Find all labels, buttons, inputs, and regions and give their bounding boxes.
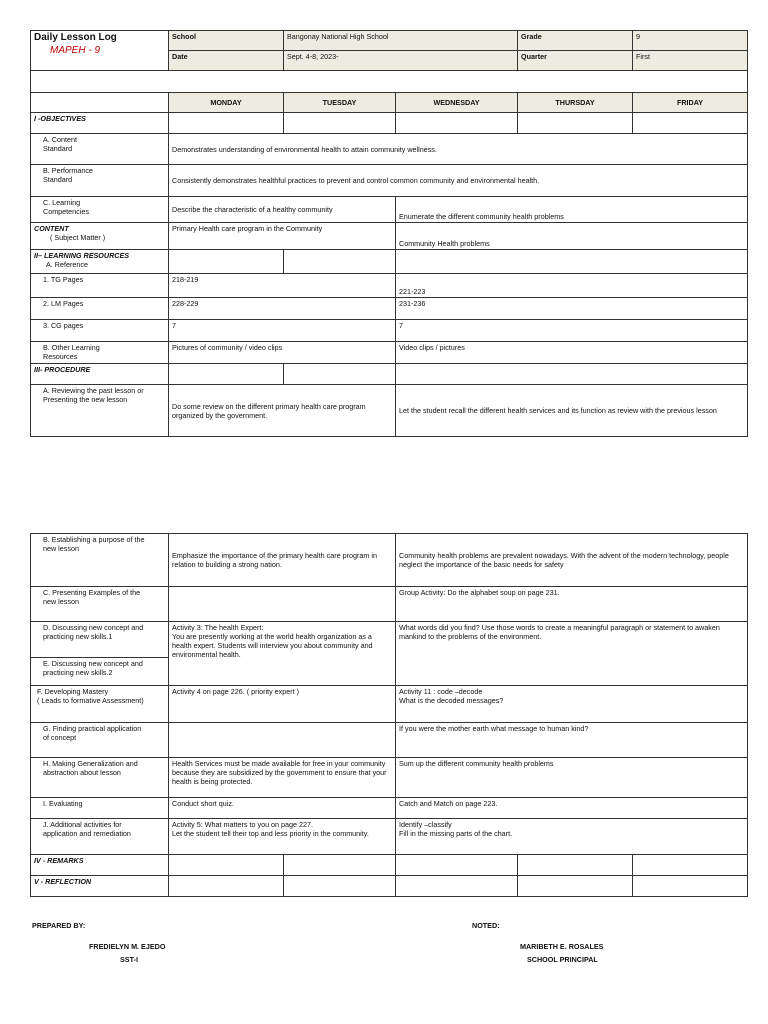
content-heading: CONTENT bbox=[34, 224, 69, 233]
evaluating-wednesday: Catch and Match on page 223. bbox=[396, 798, 748, 819]
date-label: Date bbox=[169, 51, 284, 71]
generalization-monday: Health Services must be made available for free in your community because they are subsidized by the government to ensure that your health is being protected. bbox=[169, 758, 396, 798]
day-thursday: THURSDAY bbox=[518, 93, 633, 113]
discuss-monday: Activity 3: The health Expert: You are presently working at the world health organization as a health expert. Students will interview you about community and environmental health. bbox=[169, 622, 396, 686]
grade-value: 9 bbox=[633, 31, 748, 51]
log-subject: MAPEH - 9 bbox=[50, 44, 101, 56]
generalization-wednesday: Sum up the different community health problems bbox=[396, 758, 748, 798]
additional-monday: Activity 5: What matters to you on page 227. Let the student tell their top and less priority in the community. bbox=[169, 819, 396, 855]
content-subheading: ( Subject Matter ) bbox=[50, 233, 106, 242]
generalization-label: H. Making Generalization and abstraction about lesson bbox=[31, 758, 169, 798]
procedure-heading: III- PROCEDURE bbox=[31, 364, 169, 385]
cg-pages-monday: 7 bbox=[169, 320, 396, 342]
lm-pages-wednesday: 231-236 bbox=[396, 298, 748, 320]
log-title: Daily Lesson Log bbox=[34, 32, 117, 43]
prepared-by-label: PREPARED BY: bbox=[32, 921, 86, 930]
school-value: Bangonay National High School bbox=[284, 31, 518, 51]
mastery-label: F. Developing Mastery ( Leads to formative Assessment) bbox=[31, 686, 169, 723]
log-title-cell bbox=[31, 31, 169, 71]
noted-label: NOTED: bbox=[472, 921, 500, 930]
lesson-log-table-page2 bbox=[30, 533, 748, 897]
other-resources-monday: Pictures of community / video clips bbox=[169, 342, 396, 364]
performance-standard-text: Consistently demonstrates healthful practices to prevent and control common community and environmental health. bbox=[169, 165, 748, 197]
discuss2-label: E. Discussing new concept and practicing new skills.2 bbox=[31, 658, 169, 686]
cg-pages-wednesday: 7 bbox=[396, 320, 748, 342]
evaluating-label: I. Evaluating bbox=[31, 798, 169, 819]
quarter-value: First bbox=[633, 51, 748, 71]
examples-label: C. Presenting Examples of the new lesson bbox=[31, 587, 169, 622]
competencies-monday: Describe the characteristic of a healthy community bbox=[169, 197, 396, 223]
practical-wednesday: If you were the mother earth what message to human kind? bbox=[396, 723, 748, 758]
reference-label: A. Reference bbox=[46, 260, 88, 269]
performance-standard-label: B. Performance Standard bbox=[31, 165, 169, 197]
quarter-label: Quarter bbox=[518, 51, 633, 71]
tg-pages-wednesday: 221-223 bbox=[396, 274, 748, 298]
purpose-monday: Emphasize the importance of the primary health care program in relation to building a strong nation. bbox=[169, 534, 396, 587]
school-label: School bbox=[169, 31, 284, 51]
tg-pages-monday: 218-219 bbox=[169, 274, 396, 298]
discuss-wednesday: What words did you find? Use those words to create a meaningful paragraph or statement to awaken mankind to the problems of the environment. bbox=[396, 622, 748, 686]
day-tuesday: TUESDAY bbox=[284, 93, 396, 113]
prepared-by-title: SST-I bbox=[120, 955, 138, 964]
review-monday: Do some review on the different primary health care program organized by the government. bbox=[169, 385, 396, 437]
purpose-label: B. Establishing a purpose of the new lesson bbox=[31, 534, 169, 587]
reflection-heading: V - REFLECTION bbox=[31, 876, 169, 897]
objectives-heading: I -OBJECTIVES bbox=[31, 113, 169, 134]
content-standard-text: Demonstrates understanding of environmental health to attain community wellness. bbox=[169, 134, 748, 165]
lesson-log-table-page1 bbox=[30, 30, 748, 437]
day-monday: MONDAY bbox=[169, 93, 284, 113]
content-wednesday: Community Health problems bbox=[396, 223, 748, 250]
purpose-wednesday: Community health problems are prevalent nowadays. With the advent of the modern technology, people neglect the importance of the basic needs for safety bbox=[396, 534, 748, 587]
day-wednesday: WEDNESDAY bbox=[396, 93, 518, 113]
blank-row bbox=[31, 71, 748, 93]
grade-label: Grade bbox=[518, 31, 633, 51]
noted-title: SCHOOL PRINCIPAL bbox=[527, 955, 598, 964]
examples-wednesday: Group Activity: Do the alphabet soup on page 231. bbox=[396, 587, 748, 622]
lm-pages-label: 2. LM Pages bbox=[31, 298, 169, 320]
competencies-label: C. Learning Competencies bbox=[31, 197, 169, 223]
content-label-cell bbox=[31, 223, 169, 250]
content-monday: Primary Health care program in the Community bbox=[169, 223, 396, 250]
lm-pages-monday: 228-229 bbox=[169, 298, 396, 320]
date-value: Sept. 4-8, 2023- bbox=[284, 51, 518, 71]
tg-pages-label: 1. TG Pages bbox=[31, 274, 169, 298]
mastery-monday: Activity 4 on page 226. ( priority expert ) bbox=[169, 686, 396, 723]
additional-wednesday: Identify –classify Fill in the missing parts of the chart. bbox=[396, 819, 748, 855]
other-resources-wednesday: Video clips / pictures bbox=[396, 342, 748, 364]
noted-name: MARIBETH E. ROSALES bbox=[520, 942, 604, 951]
prepared-by-name: FREDIELYN M. EJEDO bbox=[89, 942, 166, 951]
discuss1-label: D. Discussing new concept and practicing new skills.1 bbox=[31, 622, 169, 658]
remarks-heading: IV - REMARKS bbox=[31, 855, 169, 876]
review-label: A. Reviewing the past lesson or Presenting the new lesson bbox=[31, 385, 169, 437]
day-friday: FRIDAY bbox=[633, 93, 748, 113]
evaluating-monday: Conduct short quiz. bbox=[169, 798, 396, 819]
review-wednesday: Let the student recall the different health services and its function as review with the previous lesson bbox=[396, 385, 748, 437]
cg-pages-label: 3. CG pages bbox=[31, 320, 169, 342]
resources-heading: II– LEARNING RESOURCES bbox=[34, 251, 130, 260]
additional-label: J. Additional activities for application and remediation bbox=[31, 819, 169, 855]
resources-label-cell bbox=[31, 250, 169, 274]
content-standard-label: A. Content Standard bbox=[31, 134, 169, 165]
day-header-blank bbox=[31, 93, 169, 113]
other-resources-label: B. Other Learning Resources bbox=[31, 342, 169, 364]
mastery-wednesday: Activity 11 : code –decode What is the decoded messages? bbox=[396, 686, 748, 723]
competencies-wednesday: Enumerate the different community health problems bbox=[396, 197, 748, 223]
practical-label: G. Finding practical application of concept bbox=[31, 723, 169, 758]
